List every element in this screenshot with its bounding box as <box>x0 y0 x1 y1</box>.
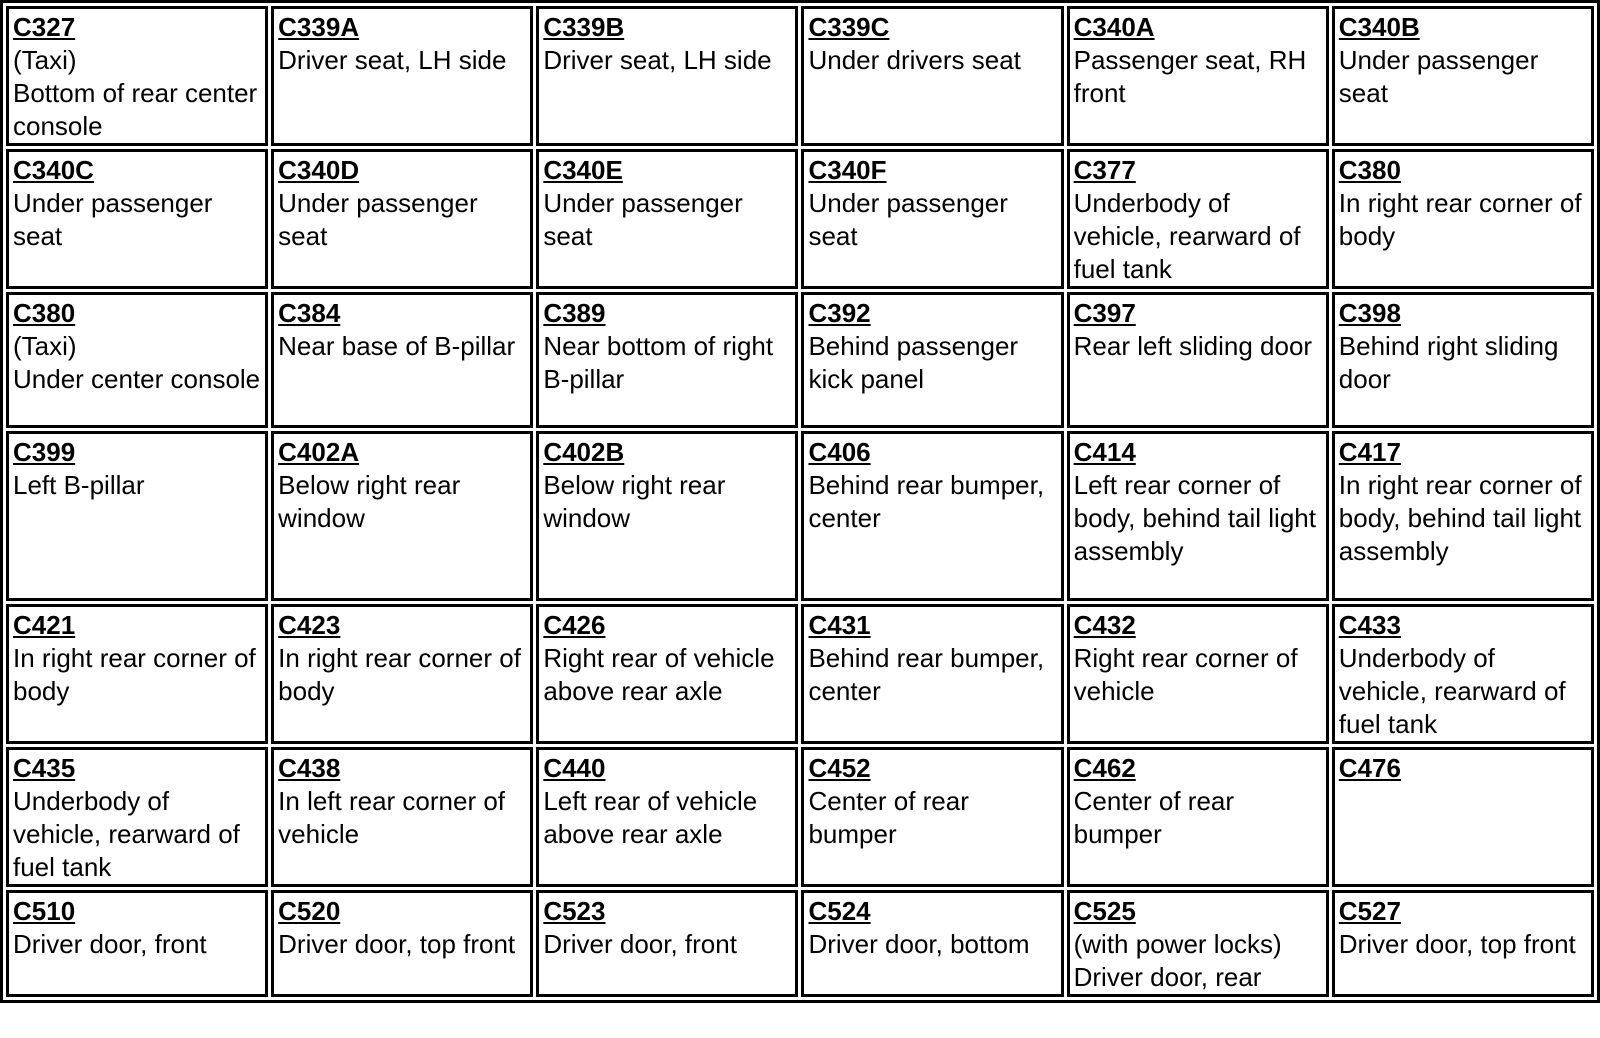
connector-cell <box>801 890 1063 997</box>
table-row <box>6 6 1594 146</box>
connector-location: Behind rear bumper, center <box>808 643 1045 706</box>
connector-cell <box>536 149 798 289</box>
connector-cell <box>1067 149 1329 289</box>
connector-code: C402A <box>278 437 360 467</box>
connector-location: Driver door, top front <box>1338 929 1576 959</box>
connector-code: C510 <box>13 896 76 926</box>
connector-code: C432 <box>1073 610 1136 640</box>
connector-code: C438 <box>278 753 341 783</box>
connector-location: Near base of B-pillar <box>278 331 516 361</box>
connector-cell <box>6 6 268 146</box>
connector-code: C520 <box>278 896 341 926</box>
connector-code: C397 <box>1073 298 1136 328</box>
connector-cell <box>801 6 1063 146</box>
connector-cell <box>1332 6 1594 146</box>
connector-code: C389 <box>543 298 606 328</box>
connector-location: Right rear corner of vehicle <box>1073 643 1298 706</box>
connector-location: (with power locks) Driver door, rear <box>1073 929 1282 992</box>
connector-location: Under passenger seat <box>1338 45 1539 108</box>
connector-code: C423 <box>278 610 341 640</box>
connector-location: Near bottom of right B-pillar <box>543 331 774 394</box>
connector-location: Underbody of vehicle, rearward of fuel tank <box>13 786 240 882</box>
connector-code: C421 <box>13 610 76 640</box>
connector-cell <box>6 747 268 887</box>
connector-cell <box>801 292 1063 428</box>
connector-code: C340E <box>543 155 623 185</box>
connector-code: C327 <box>13 12 76 42</box>
connector-location: Right rear of vehicle above rear axle <box>543 643 775 706</box>
connector-code: C339C <box>808 12 890 42</box>
connector-location: Below right rear window <box>543 470 726 533</box>
connector-code: C414 <box>1073 437 1136 467</box>
connector-code: C402B <box>543 437 625 467</box>
connector-code: C452 <box>808 753 871 783</box>
connector-code: C417 <box>1338 437 1401 467</box>
connector-cell <box>1067 604 1329 744</box>
connector-location: (Taxi) Under center console <box>13 331 261 394</box>
connector-location: Under drivers seat <box>808 45 1021 75</box>
table-row <box>6 149 1594 289</box>
connector-cell <box>271 890 533 997</box>
connector-location: Left B-pillar <box>13 470 145 500</box>
connector-cell <box>536 6 798 146</box>
connector-code: C340A <box>1073 12 1155 42</box>
connector-code: C380 <box>13 298 76 328</box>
connector-code: C377 <box>1073 155 1136 185</box>
connector-location: Underbody of vehicle, rearward of fuel tank <box>1338 643 1566 739</box>
connector-location: Behind passenger kick panel <box>808 331 1019 394</box>
connector-location: Under passenger seat <box>13 188 213 251</box>
connector-location: In left rear corner of vehicle <box>278 786 506 849</box>
connector-location: Under passenger seat <box>808 188 1008 251</box>
connector-code: C339B <box>543 12 625 42</box>
connector-code: C431 <box>808 610 871 640</box>
table-body <box>6 6 1594 997</box>
connector-location: Rear left sliding door <box>1073 331 1313 361</box>
connector-code: C392 <box>808 298 871 328</box>
connector-cell <box>536 292 798 428</box>
connector-code: C339A <box>278 12 360 42</box>
connector-location: In right rear corner of body <box>13 643 256 706</box>
connector-cell <box>1332 747 1594 887</box>
connector-location: Center of rear bumper <box>1073 786 1235 849</box>
connector-code: C406 <box>808 437 871 467</box>
connector-cell <box>1332 431 1594 601</box>
connector-cell <box>6 604 268 744</box>
connector-cell <box>1067 431 1329 601</box>
connector-cell <box>1332 604 1594 744</box>
connector-location: Driver door, top front <box>278 929 516 959</box>
connector-location: Left rear corner of body, behind tail light assembly <box>1073 470 1316 566</box>
connector-location: Driver door, bottom <box>808 929 1030 959</box>
connector-location: (Taxi) Bottom of rear center console <box>13 45 258 141</box>
connector-location: Driver seat, LH side <box>278 45 507 75</box>
connector-cell <box>271 747 533 887</box>
table-row <box>6 604 1594 744</box>
connector-code: C527 <box>1338 896 1401 926</box>
connector-location: Below right rear window <box>278 470 461 533</box>
connector-location: Underbody of vehicle, rearward of fuel tank <box>1073 188 1301 284</box>
connector-location: In right rear corner of body <box>1338 188 1582 251</box>
connector-cell <box>6 149 268 289</box>
connector-cell <box>1067 890 1329 997</box>
connector-cell <box>1067 747 1329 887</box>
connector-cell <box>801 747 1063 887</box>
connector-location: In right rear corner of body <box>278 643 521 706</box>
connector-code: C340C <box>13 155 94 185</box>
connector-location: Driver seat, LH side <box>543 45 772 75</box>
connector-location: Under passenger seat <box>543 188 743 251</box>
connector-code: C525 <box>1073 896 1136 926</box>
connector-code: C524 <box>808 896 871 926</box>
connector-cell <box>536 747 798 887</box>
connector-cell <box>801 604 1063 744</box>
connector-cell <box>271 431 533 601</box>
connector-cell <box>536 890 798 997</box>
connector-code: C462 <box>1073 753 1136 783</box>
connector-cell <box>536 431 798 601</box>
connector-cell <box>271 149 533 289</box>
table-row <box>6 292 1594 428</box>
connector-cell <box>1332 890 1594 997</box>
connector-location: Left rear of vehicle above rear axle <box>543 786 758 849</box>
connector-code: C340F <box>808 155 887 185</box>
connector-code: C380 <box>1338 155 1401 185</box>
connector-code: C523 <box>543 896 606 926</box>
table-row <box>6 890 1594 997</box>
connector-code: C426 <box>543 610 606 640</box>
connector-cell <box>271 292 533 428</box>
connector-code: C340B <box>1338 12 1420 42</box>
table-row <box>6 431 1594 601</box>
connector-cell <box>271 604 533 744</box>
connector-location: Behind right sliding door <box>1338 331 1559 394</box>
connector-code: C398 <box>1338 298 1401 328</box>
connector-cell <box>6 431 268 601</box>
connector-location: Driver door, front <box>543 929 737 959</box>
connector-location: Behind rear bumper, center <box>808 470 1045 533</box>
connector-cell <box>536 604 798 744</box>
connector-cell <box>1332 292 1594 428</box>
connector-code: C399 <box>13 437 76 467</box>
connector-code: C433 <box>1338 610 1401 640</box>
connector-location: Center of rear bumper <box>808 786 969 849</box>
connector-cell <box>6 890 268 997</box>
connector-code: C476 <box>1338 753 1401 783</box>
connector-location: Passenger seat, RH front <box>1073 45 1307 108</box>
table-row <box>6 747 1594 887</box>
connector-cell <box>271 6 533 146</box>
connector-location: In right rear corner of body, behind tail light assembly <box>1338 470 1582 566</box>
connector-cell <box>801 149 1063 289</box>
connector-cell <box>1067 292 1329 428</box>
connector-cell <box>801 431 1063 601</box>
connector-code: C440 <box>543 753 606 783</box>
connector-code: C340D <box>278 155 360 185</box>
connector-location: Driver door, front <box>13 929 207 959</box>
connector-location: Under passenger seat <box>278 188 478 251</box>
connector-code: C384 <box>278 298 341 328</box>
connector-cell <box>1067 6 1329 146</box>
connector-cell <box>6 292 268 428</box>
connector-cell <box>1332 149 1594 289</box>
connector-code: C435 <box>13 753 76 783</box>
